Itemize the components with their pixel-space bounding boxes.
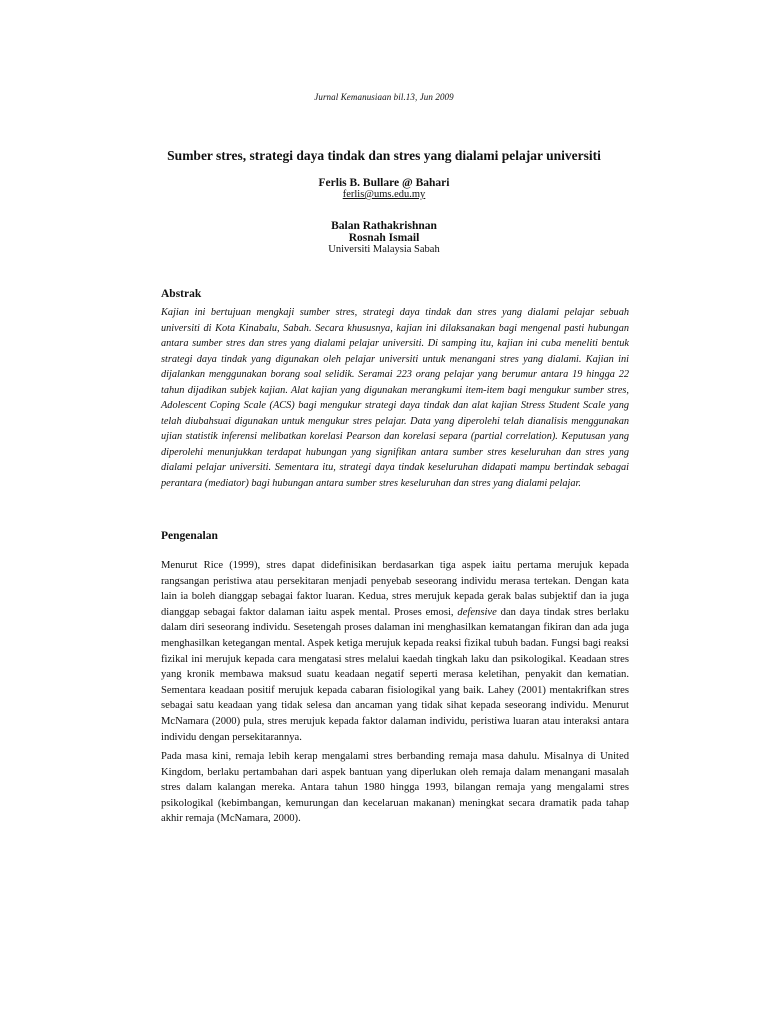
co-authors-block xyxy=(0,220,768,255)
first-author-block xyxy=(0,177,768,200)
third-author-name: Rosnah Ismail xyxy=(348,232,420,244)
author-email-link[interactable]: ferlis@ums.edu.my xyxy=(342,189,426,200)
introduction-heading: Pengenalan xyxy=(161,530,218,542)
abstract-heading: Abstrak xyxy=(161,288,202,300)
abstract-text: Kajian ini bertujuan mengkaji sumber stres, strategi daya tindak dan stres yang dialami pelajar sebuah universiti di Kota Kinabalu, Sabah. Secara khususnya, kajian ini dilaksanakan bagi mengenal pasti hubungan antara sumber stres dan stres yang dialami pelajar universiti. Di samping itu, kajian ini cuba meneliti bentuk strategi daya tindak yang digunakan oleh pelajar universiti untuk menangani stres yang dialami. Kajian ini dijalankan menggunakan borang soal selidik. Seramai 223 orang pelajar yang berumur antara 19 hingga 22 tahun dijadikan subjek kajian. Alat kajian yang digunakan merangkumi item-item bagi mengukur sumber stres, Adolescent Coping Scale (ACS) bagi mengukur strategi daya tindak dan alat kajian Stress Student Scale yang telah diubahsuai digunakan untuk mengukur stres pelajar. Data yang diperolehi telah dianalisis menggunakan ujian statistik inferensi melibatkan korelasi Pearson dan korelasi separa (partial correlation). Keputusan yang diperolehi menunjukkan terdapat hubungan yang signifikan antara sumber stres keseluruhan dan stres yang dialami pelajar universiti. Sementara itu, strategi daya tindak keseluruhan didapati mampu bertindak sebagai perantara (mediator) bagi hubungan antara sumber stres keseluruhan dan stres yang dialami pelajar. xyxy=(161,307,629,489)
author-affiliation: Universiti Malaysia Sabah xyxy=(328,244,440,255)
journal-header: Jurnal Kemanusiaan bil.13, Jun 2009 xyxy=(314,92,454,102)
introduction-paragraph-2: Pada masa kini, remaja lebih kerap mengalami stres berbanding remaja masa dahulu. Misalnya di United Kingdom, berlaku pertambahan dari aspek bantuan yang diperlukan oleh remaja dalam menangani masalah stres dalam kalangan mereka. Antara tahun 1980 hingga 1993, bilangan remaja yang mengalami stres psikologikal (kebimbangan, kemurungan dan kecelaruan makanan) meningkat secara dramatik pada tahap akhir remaja (McNamara, 2000). xyxy=(161,751,629,825)
paper-title: Sumber stres, strategi daya tindak dan stres yang dialami pelajar universiti xyxy=(167,148,601,163)
first-author-name: Ferlis B. Bullare @ Bahari xyxy=(318,177,450,189)
italic-term: defensive xyxy=(457,606,497,618)
second-author-name: Balan Rathakrishnan xyxy=(331,220,437,232)
introduction-paragraph-1 xyxy=(161,558,629,745)
paragraph-text: dan daya tindak stres berlaku dalam diri seseorang individu. Sesetengah proses dalaman ini menghasilkan kematangan fikiran dan ada juga menghasilkan ketegangan mental. Aspek ketiga merujuk kepada reaksi fizikal tubuh badan. Fungsi bagi reaksi fizikal ini merujuk kepada cara mengatasi stres melalui kaedah tingkah laku dan psikologikal. Keadaan stres yang kronik membawa maksud suatu keadaan negatif seperti merasa keletihan, penyakit dan kematian. Sementara keadaan positif merujuk kepada cabaran fisiologikal yang baik. Lahey (2001) mentakrifkan stres sebagai satu keadaan yang tidak selesa dan ancaman yang tidak sihat kepada seseorang individu. Menurut McNamara (2000) pula, stres merujuk kepada faktor dalaman individu, peristiwa luaran atau interaksi antara individu dengan persekitarannya. xyxy=(161,606,629,743)
paragraph-text: Menurut Rice (1999), stres dapat didefinisikan berdasarkan tiga aspek iaitu pertama merujuk kepada rangsangan peristiwa atau persekitaran menjadi penyebab seseorang individu merasa tertekan. Dengan kata lain ia boleh dianggap sebagai faktor luaran. Kedua, stres merujuk kepada gerak balas subjektif dan ia juga dianggap sebagai faktor dalaman iaitu aspek mental. Proses emosi, xyxy=(161,560,629,618)
